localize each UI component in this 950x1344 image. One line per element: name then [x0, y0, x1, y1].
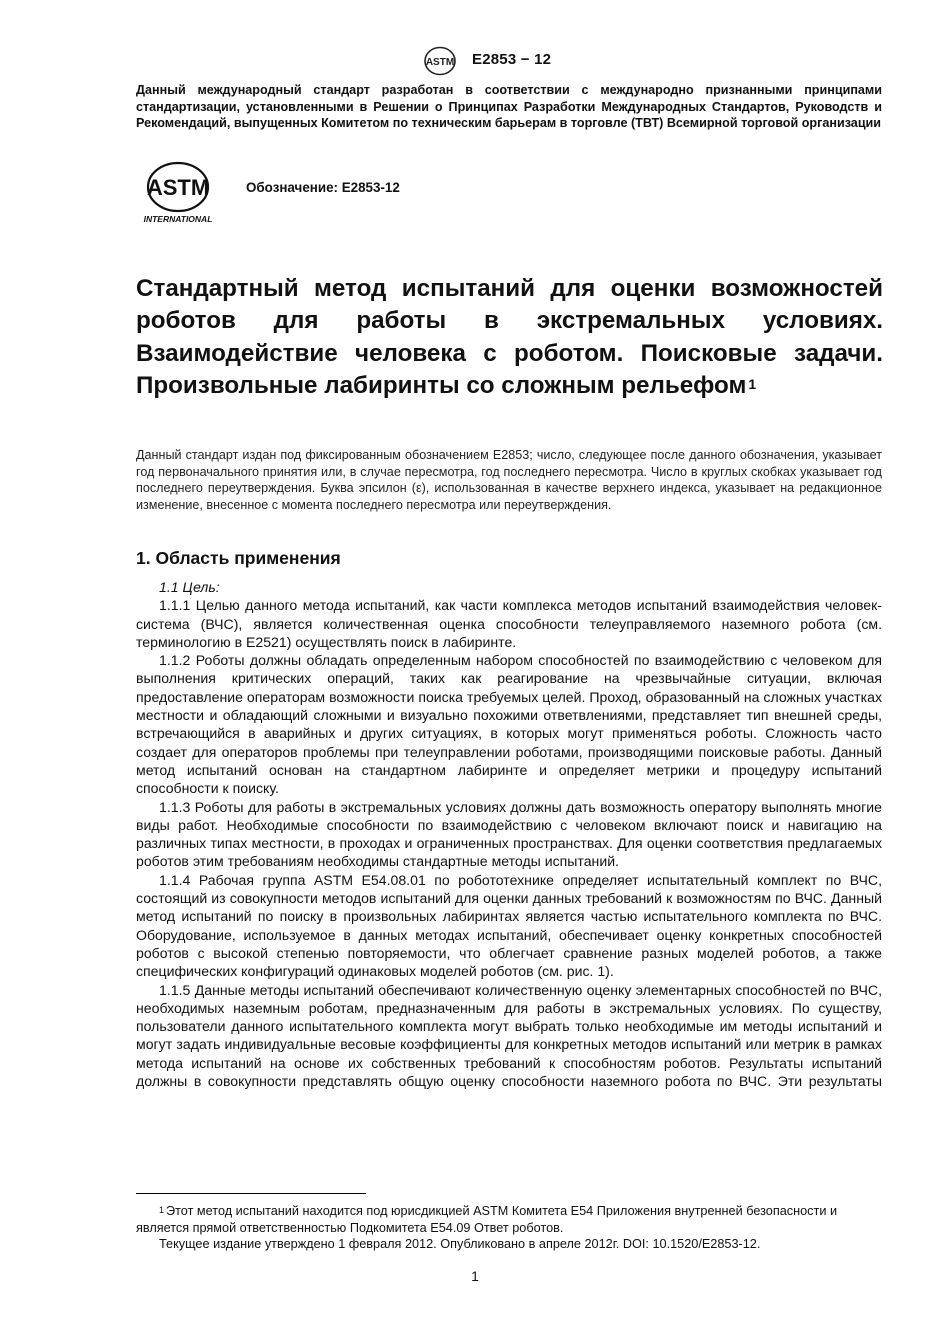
astm-international-logo — [136, 160, 220, 226]
designation-note: Данный стандарт издан под фиксированным обозначением E2853; число, следующее после данного обозначения, указывает год первоначального принятия или, в случае пересмотра, год последнего пересмотра. Число в круглых скобках указывает год последнего переутверждения. Буква эпсилон (ε), использованная в качестве верхнего индекса, указывает на редакционное изменение, внесенное с момента последнего пересмотра или переутверждения. — [136, 448, 882, 513]
footnotes — [136, 1203, 882, 1253]
designation: Обозначение: E2853-12 — [246, 180, 400, 195]
paragraph: 1.1.3 Роботы для работы в экстремальных условиях должны дать возможность оператору выполнять многие виды работ. Необходимые способности по взаимодействию с человеком включают поиск и навигацию на различных типах местности, в проходах и ограниченных пространствах. Для оценки соответствия предлагаемых роботов этим требованиям необходимы стандартные методы испытаний. — [136, 798, 882, 870]
edition-note: Текущее издание утверждено 1 февраля 2012. Опубликовано в апреле 2012г. DOI: 10.1520/E2853-12. — [159, 1237, 761, 1252]
paragraph: 1.1.4 Рабочая группа ASTM E54.08.01 по робототехнике определяет испытательный комплект по ВЧС, состоящий из совокупности методов испытаний для оценки данных требований к возможностям по ВЧС. Данный метод испытаний по поиску в произвольных лабиринтах является частью испытательного комплекта по ВЧС. Оборудование, используемое в данных методах испытаний, обеспечивает оценку конкретных способностей роботов с высокой степенью повторяемости, что облегчает сравнение разных моделей роботов, а также специфических конфигураций одинаковых моделей роботов (см. рис. 1). — [136, 871, 882, 980]
page-number: 1 — [471, 1268, 479, 1284]
paragraph: 1.1.1 Целью данного метода испытаний, как части комплекса методов испытаний взаимодействия человек-система (ВЧС), является количественная оценка способности телеуправляемого наземного робота (см. терминологию в E2521) осуществлять поиск в лабиринте. — [136, 597, 882, 650]
footnote-divider — [136, 1193, 366, 1194]
section-body — [136, 578, 882, 1090]
title-text: Стандартный метод испытаний для оценки возможностей роботов для работы в экстремальных условиях. Взаимодействие человека с роботом. Поисковые задачи. Произвольные лабиринты со сложным рельефом — [136, 275, 883, 400]
svg-text:ASTM: ASTM — [425, 57, 455, 68]
section-heading: 1. Область применения — [136, 548, 341, 568]
running-header — [0, 44, 950, 78]
paragraph: 1.1.5 Данные методы испытаний обеспечивают количественную оценку элементарных способностей по ВЧС, необходимых наземным роботам, предназначенным для работы в экстремальных условиях. По существу, пользователи данного испытательного комплекта могут выбрать только необходимые им методы испытаний и могут задать индивидуальные весовые коэффициенты для конкретных методов испытаний или метрик в рамках метода испытаний на основе их собственных требований к способностям роботов. Результаты испытаний должны в совокупности представлять общую оценку способности наземного робота по ВЧС. Эти результаты — [136, 981, 882, 1090]
title-footnote-mark: 1 — [748, 376, 757, 393]
intro-statement: Данный международный стандарт разработан в соответствии с международно признанными принципами стандартизации, установленными в Решении о Принципах Разработки Международных Стандартов, Руководств и Рекомендаций, выпущенных Комитетом по техническим барьерам в торговле (ТВТ) Всемирной торговой организации — [136, 83, 882, 131]
footnote-mark: 1 — [159, 1205, 165, 1215]
paragraph: 1.1.2 Роботы должны обладать определенным набором способностей по взаимодействию с человеком для выполнения критических операций, таких как реагирование на чрезвычайные ситуации, включая предоставление операторам возможности поиска требуемых целей. Проход, образованный на сложных участках местности и обладающий сложными и визуально похожими ответвлениями, представляет тип внешней среды, встречающийся в аварийных и других ситуациях, в которых могут применяться роботы. Сложность часто создает для операторов проблемы при телеуправлении роботами, производящими поисковые работы. Данный метод испытаний основан на стандартном лабиринте и определяет метрики и процедуру испытаний способности к поиску. — [136, 652, 882, 797]
footnote-text: Этот метод испытаний находится под юрисдикцией ASTM Комитета E54 Приложения внутренней безопасности и является прямой ответственностью Подкомитета E54.09 Ответ роботов. — [136, 1204, 838, 1235]
subheading-text: 1.1 Цель: — [159, 579, 220, 595]
document-title — [136, 273, 883, 403]
standard-code: E2853 − 12 — [472, 51, 552, 68]
logo-caption: INTERNATIONAL — [143, 214, 213, 224]
footnote — [136, 1203, 882, 1236]
svg-text:ASTM: ASTM — [146, 175, 210, 200]
subheading — [136, 578, 882, 596]
astm-small-logo — [423, 46, 457, 76]
